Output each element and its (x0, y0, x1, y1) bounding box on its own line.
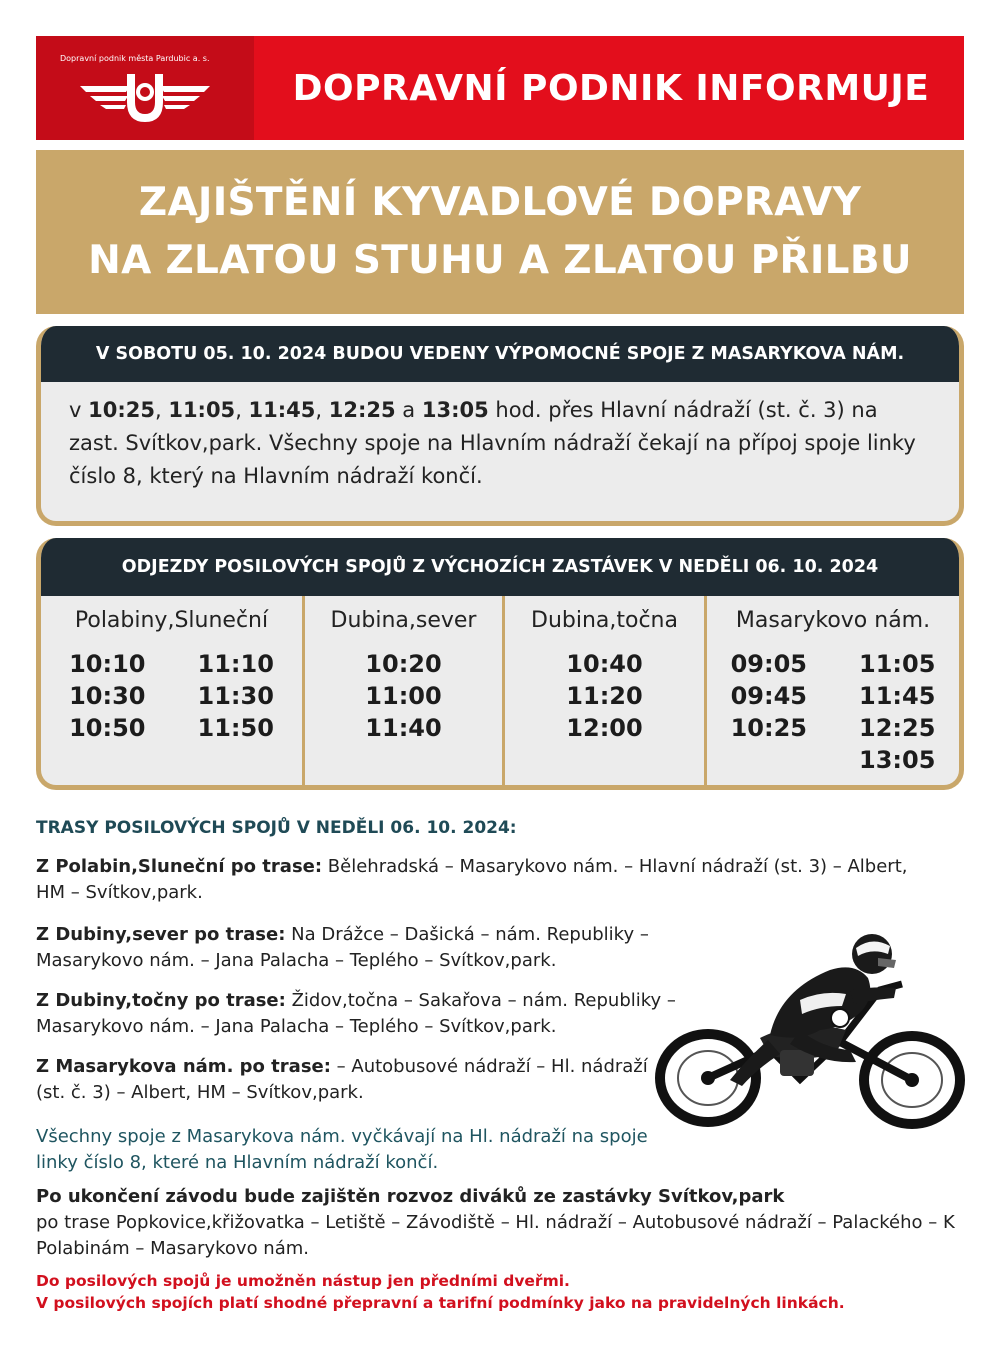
boarding-notes (36, 1270, 956, 1314)
title-banner (36, 150, 964, 314)
route-label: Z Dubiny,točny po trase: (36, 990, 286, 1011)
boarding-note-2: V posilových spojích platí shodné přepravní a tarifní podmínky jako na pravidelných linkách. (36, 1294, 845, 1312)
route-text: Bělehradská – Masarykovo nám. – Hlavní nádraží (st. 3) – Albert, HM – Svítkov,park. (36, 856, 908, 903)
departure-time: 11:20 (566, 682, 643, 710)
banner-line-2: NA ZLATOU STUHU A ZLATOU PŘILBU (88, 238, 912, 283)
saturday-time-3: 11:45 (248, 398, 316, 422)
time-column (859, 648, 935, 776)
departure-grid (41, 596, 959, 786)
speedway-rider-icon (650, 930, 970, 1130)
route-text: Na Drážce – Dašická – nám. Republiky – Masarykovo nám. – Jana Palacha – Teplého – Svítkov,park. (36, 924, 649, 971)
stop-column-masarykovo (707, 596, 959, 786)
route-label: Z Masarykova nám. po trase: (36, 1056, 331, 1077)
logo-block (36, 36, 254, 140)
company-name: Dopravní podnik města Pardubic a. s. (60, 54, 210, 63)
departure-time: 11:30 (197, 682, 274, 710)
departure-time: 12:00 (566, 714, 643, 742)
departure-times (41, 648, 302, 744)
departure-time: 10:30 (69, 682, 146, 710)
departure-times (707, 648, 959, 776)
after-race-label: Po ukončení závodu bude zajištěn rozvoz diváků ze zastávky Svítkov,park (36, 1186, 785, 1207)
departure-time: 12:25 (859, 714, 936, 742)
boarding-note-1: Do posilových spojů je umožněn nástup jen předními dveřmi. (36, 1272, 570, 1290)
stop-name: Dubina,točna (531, 608, 678, 633)
time-column (198, 648, 274, 744)
saturday-panel (36, 326, 964, 526)
route-text: Židov,točna – Sakařova – nám. Republiky – Masarykovo nám. – Jana Palacha – Teplého – Svítkov,park. (36, 990, 676, 1037)
routes-heading: TRASY POSILOVÝCH SPOJŮ V NEDĚLI 06. 10. 2024: (36, 818, 517, 838)
saturday-and: a (395, 398, 422, 422)
saturday-sep: , (154, 398, 169, 422)
departure-time: 10:10 (69, 650, 146, 678)
connection-note: Všechny spoje z Masarykova nám. vyčkávají na Hl. nádraží na spoje linky číslo 8, které na Hlavním nádraží končí. (36, 1126, 648, 1173)
time-column (69, 648, 145, 744)
departure-time: 13:05 (859, 746, 936, 774)
route-dubina-tocna (36, 988, 736, 1040)
saturday-time-5: 13:05 (421, 398, 489, 422)
saturday-time-1: 10:25 (88, 398, 155, 422)
departure-time: 11:40 (365, 714, 442, 742)
banner-line-1: ZAJIŠTĚNÍ KYVADLOVÉ DOPRAVY (138, 180, 862, 225)
departure-time: 11:10 (197, 650, 274, 678)
route-dubina-sever (36, 922, 736, 974)
route-masarykovo (36, 1054, 656, 1106)
departure-time: 11:05 (859, 650, 936, 678)
departure-time: 11:45 (859, 682, 936, 710)
dpmp-logo-icon (80, 70, 210, 126)
departure-time: 10:20 (365, 650, 442, 678)
stop-name: Masarykovo nám. (735, 608, 931, 633)
departure-times (505, 648, 704, 744)
saturday-sep: , (235, 398, 249, 422)
after-race-route: po trase Popkovice,křižovatka – Letiště – Závodiště – Hl. nádraží – Autobusové nádraží – Palackého – K Polabinám – Masarykovo nám. (36, 1212, 955, 1259)
saturday-suffix: hod. přes Hlavní nádraží (st. č. 3) na zast. Svítkov,park. Všechny spoje na Hlavním nádraží čekají na přípoj spoje linky číslo 8, který na Hlavním nádraží končí. (69, 398, 916, 488)
stop-name: Polabiny,Sluneční (74, 608, 269, 633)
departure-time: 10:40 (566, 650, 643, 678)
departure-time: 09:45 (730, 682, 807, 710)
stop-name: Dubina,sever (330, 608, 477, 633)
saturday-text (41, 382, 959, 493)
saturday-heading: V SOBOTU 05. 10. 2024 BUDOU VEDENY VÝPOMOCNÉ SPOJE Z MASARYKOVA NÁM. (41, 326, 959, 382)
header-title: DOPRAVNÍ PODNIK INFORMUJE (292, 67, 930, 109)
saturday-prefix: v (69, 398, 89, 422)
departure-time: 11:00 (365, 682, 442, 710)
departure-time: 10:25 (730, 714, 807, 742)
saturday-sep: , (315, 398, 329, 422)
route-label: Z Polabin,Sluneční po trase: (36, 856, 323, 877)
sunday-panel (36, 538, 964, 790)
departure-time: 11:50 (197, 714, 274, 742)
time-column (365, 648, 441, 744)
departure-time: 10:50 (69, 714, 146, 742)
stop-column-dubina-tocna (505, 596, 707, 786)
route-polabiny (36, 854, 936, 906)
sunday-heading: ODJEZDY POSILOVÝCH SPOJŮ Z VÝCHOZÍCH ZASTÁVEK V NEDĚLI 06. 10. 2024 (41, 538, 959, 596)
time-column (566, 648, 642, 744)
time-column (731, 648, 807, 776)
saturday-time-2: 11:05 (168, 398, 236, 422)
after-race-info (36, 1184, 956, 1262)
route-label: Z Dubiny,sever po trase: (36, 924, 286, 945)
header-bar (36, 36, 964, 140)
route-text: – Autobusové nádraží – Hl. nádraží (st. č. 3) – Albert, HM – Svítkov,park. (36, 1056, 648, 1103)
departure-time: 09:05 (730, 650, 807, 678)
saturday-time-4: 12:25 (328, 398, 396, 422)
departure-times (305, 648, 502, 744)
stop-column-polabiny (41, 596, 305, 786)
stop-column-dubina-sever (305, 596, 505, 786)
